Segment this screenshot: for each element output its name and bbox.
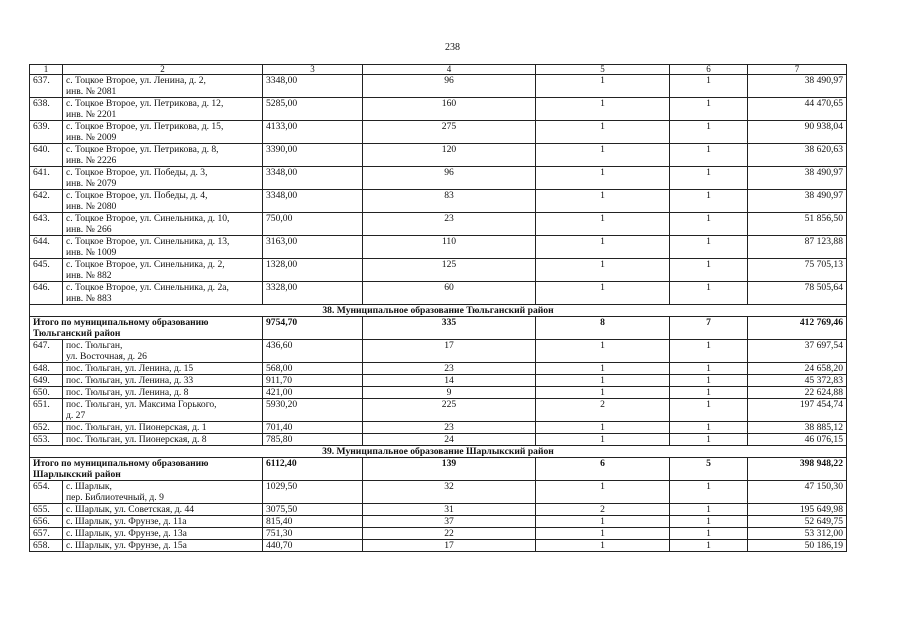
col6-cell: 1 bbox=[670, 144, 748, 167]
total-label: Итого по муниципальному образованию Тюльганский район bbox=[30, 317, 263, 340]
total-col6-cell: 5 bbox=[670, 458, 748, 481]
cost-cell: 197 454,74 bbox=[748, 399, 847, 422]
address-cell: с. Тоцкое Второе, ул. Петрикова, д. 15, инв. № 2009 bbox=[63, 121, 263, 144]
table-row bbox=[30, 167, 847, 190]
address-cell: пос. Тюльган, ул. Восточная, д. 26 bbox=[63, 340, 263, 363]
col6-cell: 1 bbox=[670, 504, 748, 516]
col6-cell: 1 bbox=[670, 516, 748, 528]
area-cell: 751,30 bbox=[263, 528, 363, 540]
address-cell: пос. Тюльган, ул. Пионерская, д. 1 bbox=[63, 422, 263, 434]
col4-cell: 9 bbox=[363, 387, 536, 399]
table-row bbox=[30, 282, 847, 305]
column-header: 4 bbox=[363, 65, 536, 75]
address-cell: с. Тоцкое Второе, ул. Синельника, д. 13, инв. № 1009 bbox=[63, 236, 263, 259]
address-cell: с. Шарлык, ул. Фрунзе, д. 11а bbox=[63, 516, 263, 528]
area-cell: 3348,00 bbox=[263, 167, 363, 190]
table-row bbox=[30, 387, 847, 399]
col5-cell: 1 bbox=[536, 516, 670, 528]
col6-cell: 1 bbox=[670, 236, 748, 259]
table-row bbox=[30, 121, 847, 144]
col5-cell: 1 bbox=[536, 236, 670, 259]
area-cell: 1328,00 bbox=[263, 259, 363, 282]
col6-cell: 1 bbox=[670, 387, 748, 399]
col5-cell: 1 bbox=[536, 98, 670, 121]
col4-cell: 17 bbox=[363, 340, 536, 363]
row-number-cell: 645. bbox=[30, 259, 63, 282]
table-row bbox=[30, 340, 847, 363]
section-title: 38. Муниципальное образование Тюльганский район bbox=[30, 305, 847, 317]
area-cell: 4133,00 bbox=[263, 121, 363, 144]
col5-cell: 1 bbox=[536, 190, 670, 213]
total-col4-cell: 139 bbox=[363, 458, 536, 481]
col6-cell: 1 bbox=[670, 434, 748, 446]
col6-cell: 1 bbox=[670, 340, 748, 363]
area-cell: 1029,50 bbox=[263, 481, 363, 504]
row-number-cell: 654. bbox=[30, 481, 63, 504]
row-number-cell: 651. bbox=[30, 399, 63, 422]
address-cell: пос. Тюльган, ул. Ленина, д. 33 bbox=[63, 375, 263, 387]
column-header: 5 bbox=[536, 65, 670, 75]
col4-cell: 24 bbox=[363, 434, 536, 446]
col6-cell: 1 bbox=[670, 190, 748, 213]
col6-cell: 1 bbox=[670, 259, 748, 282]
table-row bbox=[30, 399, 847, 422]
col4-cell: 96 bbox=[363, 75, 536, 98]
section-header-row bbox=[30, 446, 847, 458]
row-number-cell: 640. bbox=[30, 144, 63, 167]
row-number-cell: 655. bbox=[30, 504, 63, 516]
area-cell: 421,00 bbox=[263, 387, 363, 399]
cost-cell: 44 470,65 bbox=[748, 98, 847, 121]
table-row bbox=[30, 144, 847, 167]
col4-cell: 23 bbox=[363, 422, 536, 434]
cost-cell: 45 372,83 bbox=[748, 375, 847, 387]
table-row bbox=[30, 259, 847, 282]
row-number-cell: 638. bbox=[30, 98, 63, 121]
cost-cell: 75 705,13 bbox=[748, 259, 847, 282]
table-row bbox=[30, 375, 847, 387]
cost-cell: 53 312,00 bbox=[748, 528, 847, 540]
cost-cell: 38 490,97 bbox=[748, 190, 847, 213]
section-header-row bbox=[30, 305, 847, 317]
row-number-cell: 637. bbox=[30, 75, 63, 98]
area-cell: 701,40 bbox=[263, 422, 363, 434]
area-cell: 750,00 bbox=[263, 213, 363, 236]
address-cell: с. Шарлык, пер. Библиотечный, д. 9 bbox=[63, 481, 263, 504]
table-row bbox=[30, 540, 847, 552]
total-row bbox=[30, 317, 847, 340]
col5-cell: 1 bbox=[536, 481, 670, 504]
table-row bbox=[30, 75, 847, 98]
cost-cell: 38 885,12 bbox=[748, 422, 847, 434]
col4-cell: 60 bbox=[363, 282, 536, 305]
col5-cell: 1 bbox=[536, 121, 670, 144]
address-cell: с. Тоцкое Второе, ул. Ленина, д. 2, инв. № 2081 bbox=[63, 75, 263, 98]
col5-cell: 1 bbox=[536, 340, 670, 363]
registry-table bbox=[29, 64, 847, 552]
table-row bbox=[30, 422, 847, 434]
col5-cell: 1 bbox=[536, 540, 670, 552]
address-cell: с. Тоцкое Второе, ул. Победы, д. 4, инв. № 2080 bbox=[63, 190, 263, 213]
col6-cell: 1 bbox=[670, 375, 748, 387]
cost-cell: 87 123,88 bbox=[748, 236, 847, 259]
row-number-cell: 650. bbox=[30, 387, 63, 399]
col6-cell: 1 bbox=[670, 363, 748, 375]
table-row bbox=[30, 434, 847, 446]
total-row bbox=[30, 458, 847, 481]
col4-cell: 37 bbox=[363, 516, 536, 528]
address-cell: с. Тоцкое Второе, ул. Синельника, д. 2, инв. № 882 bbox=[63, 259, 263, 282]
row-number-cell: 657. bbox=[30, 528, 63, 540]
col5-cell: 1 bbox=[536, 144, 670, 167]
table-row bbox=[30, 190, 847, 213]
address-cell: пос. Тюльган, ул. Пионерская, д. 8 bbox=[63, 434, 263, 446]
col6-cell: 1 bbox=[670, 422, 748, 434]
row-number-cell: 642. bbox=[30, 190, 63, 213]
area-cell: 568,00 bbox=[263, 363, 363, 375]
col4-cell: 225 bbox=[363, 399, 536, 422]
col4-cell: 14 bbox=[363, 375, 536, 387]
col5-cell: 1 bbox=[536, 213, 670, 236]
address-cell: с. Тоцкое Второе, ул. Синельника, д. 10, инв. № 266 bbox=[63, 213, 263, 236]
address-cell: с. Тоцкое Второе, ул. Петрикова, д. 12, инв. № 2201 bbox=[63, 98, 263, 121]
area-cell: 3348,00 bbox=[263, 75, 363, 98]
area-cell: 3163,00 bbox=[263, 236, 363, 259]
col5-cell: 1 bbox=[536, 259, 670, 282]
address-cell: с. Шарлык, ул. Фрунзе, д. 13а bbox=[63, 528, 263, 540]
address-cell: с. Шарлык, ул. Фрунзе, д. 15а bbox=[63, 540, 263, 552]
col6-cell: 1 bbox=[670, 98, 748, 121]
area-cell: 436,60 bbox=[263, 340, 363, 363]
area-cell: 5930,20 bbox=[263, 399, 363, 422]
area-cell: 5285,00 bbox=[263, 98, 363, 121]
column-header: 3 bbox=[263, 65, 363, 75]
col5-cell: 1 bbox=[536, 387, 670, 399]
col4-cell: 23 bbox=[363, 363, 536, 375]
col5-cell: 1 bbox=[536, 167, 670, 190]
row-number-cell: 648. bbox=[30, 363, 63, 375]
row-number-cell: 652. bbox=[30, 422, 63, 434]
cost-cell: 90 938,04 bbox=[748, 121, 847, 144]
area-cell: 3328,00 bbox=[263, 282, 363, 305]
col6-cell: 1 bbox=[670, 399, 748, 422]
col5-cell: 2 bbox=[536, 504, 670, 516]
table-row bbox=[30, 504, 847, 516]
col6-cell: 1 bbox=[670, 75, 748, 98]
column-header: 6 bbox=[670, 65, 748, 75]
address-cell: с. Тоцкое Второе, ул. Победы, д. 3, инв. № 2079 bbox=[63, 167, 263, 190]
col4-cell: 17 bbox=[363, 540, 536, 552]
address-cell: с. Шарлык, ул. Советская, д. 44 bbox=[63, 504, 263, 516]
total-label: Итого по муниципальному образованию Шарлыкский район bbox=[30, 458, 263, 481]
page-number: 238 bbox=[445, 42, 460, 53]
col4-cell: 32 bbox=[363, 481, 536, 504]
address-cell: пос. Тюльган, ул. Максима Горького, д. 27 bbox=[63, 399, 263, 422]
address-cell: пос. Тюльган, ул. Ленина, д. 15 bbox=[63, 363, 263, 375]
cost-cell: 37 697,54 bbox=[748, 340, 847, 363]
col4-cell: 96 bbox=[363, 167, 536, 190]
total-col5-cell: 6 bbox=[536, 458, 670, 481]
cost-cell: 38 490,97 bbox=[748, 75, 847, 98]
cost-cell: 51 856,50 bbox=[748, 213, 847, 236]
area-cell: 815,40 bbox=[263, 516, 363, 528]
col6-cell: 1 bbox=[670, 213, 748, 236]
row-number-cell: 653. bbox=[30, 434, 63, 446]
area-cell: 911,70 bbox=[263, 375, 363, 387]
table-row bbox=[30, 213, 847, 236]
row-number-cell: 658. bbox=[30, 540, 63, 552]
total-cost-cell: 398 948,22 bbox=[748, 458, 847, 481]
row-number-cell: 644. bbox=[30, 236, 63, 259]
cost-cell: 22 624,88 bbox=[748, 387, 847, 399]
col5-cell: 1 bbox=[536, 375, 670, 387]
col6-cell: 1 bbox=[670, 167, 748, 190]
col4-cell: 31 bbox=[363, 504, 536, 516]
col4-cell: 160 bbox=[363, 98, 536, 121]
total-cost-cell: 412 769,46 bbox=[748, 317, 847, 340]
address-cell: пос. Тюльган, ул. Ленина, д. 8 bbox=[63, 387, 263, 399]
cost-cell: 47 150,30 bbox=[748, 481, 847, 504]
col5-cell: 1 bbox=[536, 282, 670, 305]
col4-cell: 83 bbox=[363, 190, 536, 213]
table-row bbox=[30, 516, 847, 528]
col5-cell: 1 bbox=[536, 363, 670, 375]
table-row bbox=[30, 528, 847, 540]
column-header: 1 bbox=[30, 65, 63, 75]
col4-cell: 22 bbox=[363, 528, 536, 540]
column-header: 2 bbox=[63, 65, 263, 75]
row-number-cell: 641. bbox=[30, 167, 63, 190]
table-row bbox=[30, 98, 847, 121]
row-number-cell: 647. bbox=[30, 340, 63, 363]
col6-cell: 1 bbox=[670, 540, 748, 552]
total-col5-cell: 8 bbox=[536, 317, 670, 340]
area-cell: 3348,00 bbox=[263, 190, 363, 213]
cost-cell: 195 649,98 bbox=[748, 504, 847, 516]
col5-cell: 1 bbox=[536, 422, 670, 434]
total-area-cell: 6112,40 bbox=[263, 458, 363, 481]
table-body bbox=[30, 75, 847, 552]
col4-cell: 23 bbox=[363, 213, 536, 236]
cost-cell: 78 505,64 bbox=[748, 282, 847, 305]
row-number-cell: 643. bbox=[30, 213, 63, 236]
col6-cell: 1 bbox=[670, 528, 748, 540]
table-row bbox=[30, 236, 847, 259]
col5-cell: 1 bbox=[536, 434, 670, 446]
total-area-cell: 9754,70 bbox=[263, 317, 363, 340]
cost-cell: 38 490,97 bbox=[748, 167, 847, 190]
cost-cell: 38 620,63 bbox=[748, 144, 847, 167]
col4-cell: 110 bbox=[363, 236, 536, 259]
cost-cell: 24 658,20 bbox=[748, 363, 847, 375]
column-header-row bbox=[30, 65, 847, 75]
col6-cell: 1 bbox=[670, 282, 748, 305]
row-number-cell: 649. bbox=[30, 375, 63, 387]
address-cell: с. Тоцкое Второе, ул. Петрикова, д. 8, инв. № 2226 bbox=[63, 144, 263, 167]
row-number-cell: 646. bbox=[30, 282, 63, 305]
col4-cell: 125 bbox=[363, 259, 536, 282]
cost-cell: 46 076,15 bbox=[748, 434, 847, 446]
table-row bbox=[30, 363, 847, 375]
area-cell: 440,70 bbox=[263, 540, 363, 552]
row-number-cell: 639. bbox=[30, 121, 63, 144]
cost-cell: 52 649,75 bbox=[748, 516, 847, 528]
total-col6-cell: 7 bbox=[670, 317, 748, 340]
col4-cell: 120 bbox=[363, 144, 536, 167]
col5-cell: 2 bbox=[536, 399, 670, 422]
section-title: 39. Муниципальное образование Шарлыкский район bbox=[30, 446, 847, 458]
col6-cell: 1 bbox=[670, 121, 748, 144]
col5-cell: 1 bbox=[536, 75, 670, 98]
area-cell: 3075,50 bbox=[263, 504, 363, 516]
cost-cell: 50 186,19 bbox=[748, 540, 847, 552]
area-cell: 3390,00 bbox=[263, 144, 363, 167]
col6-cell: 1 bbox=[670, 481, 748, 504]
area-cell: 785,80 bbox=[263, 434, 363, 446]
column-header: 7 bbox=[748, 65, 847, 75]
col4-cell: 275 bbox=[363, 121, 536, 144]
address-cell: с. Тоцкое Второе, ул. Синельника, д. 2а, инв. № 883 bbox=[63, 282, 263, 305]
table-row bbox=[30, 481, 847, 504]
col5-cell: 1 bbox=[536, 528, 670, 540]
total-col4-cell: 335 bbox=[363, 317, 536, 340]
row-number-cell: 656. bbox=[30, 516, 63, 528]
